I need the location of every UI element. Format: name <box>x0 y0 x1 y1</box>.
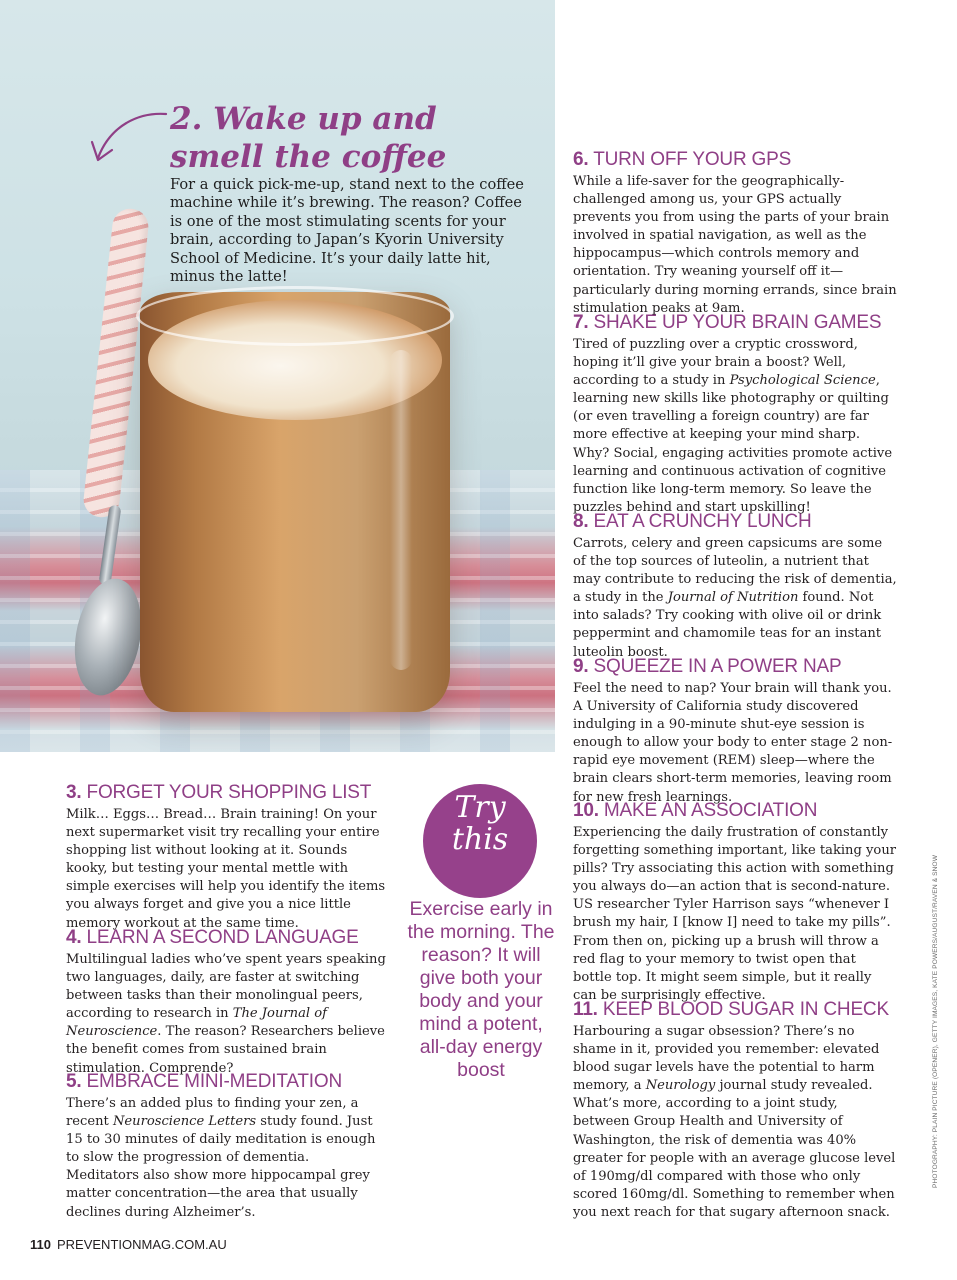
section-3 <box>66 782 388 933</box>
section-heading: 7. SHAKE UP YOUR BRAIN GAMES <box>573 312 882 333</box>
intro-headline <box>170 100 470 176</box>
try-this-text: Exercise early in the morning. The reason? It will give both your body and your mind a potent, all-day energy boost <box>407 898 555 1081</box>
site-url: PREVENTIONMAG.COM.AU <box>56 1237 227 1252</box>
section-heading: 11. KEEP BLOOD SUGAR IN CHECK <box>573 999 889 1020</box>
section-body: Feel the need to nap? Your brain will thank you. A University of California study discovered indulging in a 90-minute shut-eye session is enough to allow your body to enter stage 2 non-rapid eye movement (REM) sleep—where the brain clears short-term memories, leaving room for new fresh learnings. <box>573 681 893 805</box>
section-5 <box>66 1071 378 1222</box>
photo-credit: PHOTOGRAPHY: PLAIN PICTURE (OPENER), GETTY IMAGES, KATE POWERS/AUGUST/RAVEN & SNOW <box>932 854 939 1188</box>
section-heading: 4. LEARN A SECOND LANGUAGE <box>66 927 359 948</box>
section-heading: 5. EMBRACE MINI-MEDITATION <box>66 1071 342 1092</box>
section-7 <box>573 312 898 517</box>
section-heading: 6. TURN OFF YOUR GPS <box>573 149 792 170</box>
section-4 <box>66 927 388 1078</box>
section-heading: 8. EAT A CRUNCHY LUNCH <box>573 511 812 532</box>
section-9 <box>573 656 898 807</box>
section-body: Tired of puzzling over a cryptic crossword, hoping it’ll give your brain a boost? Well, according to a study in Psychological Science, learning new skills like photography or quilting (or even travelling a foreign country) are far more effective at keeping your mind sharp. Why? Social, engaging activities promote active learning and continuous activation of cognitive function like long-term memory. So leave the puzzles behind and start upskilling! <box>573 337 893 515</box>
page-number: 110 <box>30 1237 51 1252</box>
intro-body: For a quick pick-me-up, stand next to the coffee machine while it’s brewing. The reason? Coffee is one of the most stimulating scents for your brain, according to Japan’s Kyorin University School of Medicine. It’s your daily latte hit, minus the latte! <box>170 176 524 286</box>
section-heading: 10. MAKE AN ASSOCIATION <box>573 800 818 821</box>
section-6 <box>573 149 898 318</box>
section-body: While a life-saver for the geographically-challenged among us, your GPS actually prevents you from using the parts of your brain involved in spatial navigation, as well as the hippocampus—which controls memory and orientation. Try weaning yourself off it—particularly during morning errands, since brain stimulation peaks at 9am. <box>573 174 897 316</box>
section-body: Milk… Eggs… Bread… Brain training! On your next supermarket visit try recalling your entire shopping list without looking at it. Sounds kooky, but testing your mental mettle with simple exercises will help you identify the items you always forget and give you a nice little memory workout at the same time. <box>66 807 386 931</box>
section-heading: 3. FORGET YOUR SHOPPING LIST <box>66 782 372 803</box>
curved-arrow-icon <box>88 108 168 170</box>
section-11 <box>573 999 898 1222</box>
section-body: There’s an added plus to finding your zen, a recent Neuroscience Letters study found. Just 15 to 30 minutes of daily meditation is enough to slow the progression of dementia. Meditators also show more hippocampal grey matter concentration—the area that usually declines during Alzheimer’s. <box>66 1096 376 1220</box>
section-8 <box>573 511 898 662</box>
headline-line-1: 2. Wake up and <box>170 101 437 137</box>
section-body: Experiencing the daily frustration of constantly forgetting something important, like taking your pills? Try associating this action with something you always do—an action that is second-nature. US researcher Tyler Harrison says “whenever I brush my hair, I [know I] need to take my pills”. From then on, picking up a brush will throw a red flag to your memory to twist open that bottle top. It might seem simple, but it really can be surprisingly effective. <box>573 825 897 1003</box>
section-heading: 9. SQUEEZE IN A POWER NAP <box>573 656 842 677</box>
try-this-label: Try this <box>451 790 509 857</box>
section-body: Carrots, celery and green capsicums are some of the top sources of luteolin, a nutrient that may contribute to reducing the risk of dementia, a study in the Journal of Nutrition found. Not into salads? Try cooking with olive oil or drink peppermint and chamomile teas for an instant luteolin boost. <box>573 536 897 660</box>
section-10 <box>573 800 898 1005</box>
page-footer <box>30 1237 227 1253</box>
section-body: Harbouring a sugar obsession? There’s no shame in it, provided you remember: elevated blood sugar levels have the potential to harm memory, a Neurology journal study revealed. What’s more, according to a joint study, between Group Health and University of Washington, the risk of dementia was 40% greater for people with an average glucose level of 190mg/dl compared with those who only scored 160mg/dl. Something to remember when you next reach for that sugary afternoon snack. <box>573 1024 896 1220</box>
section-body: Multilingual ladies who’ve spent years speaking two languages, daily, are faster at switching between tasks than their monolingual peers, according to research in The Journal of Neuroscience. The reason? Researchers believe the benefit comes from sustained brain stimulation. Comprende? <box>66 952 386 1076</box>
headline-line-2: smell the coffee <box>170 139 447 175</box>
